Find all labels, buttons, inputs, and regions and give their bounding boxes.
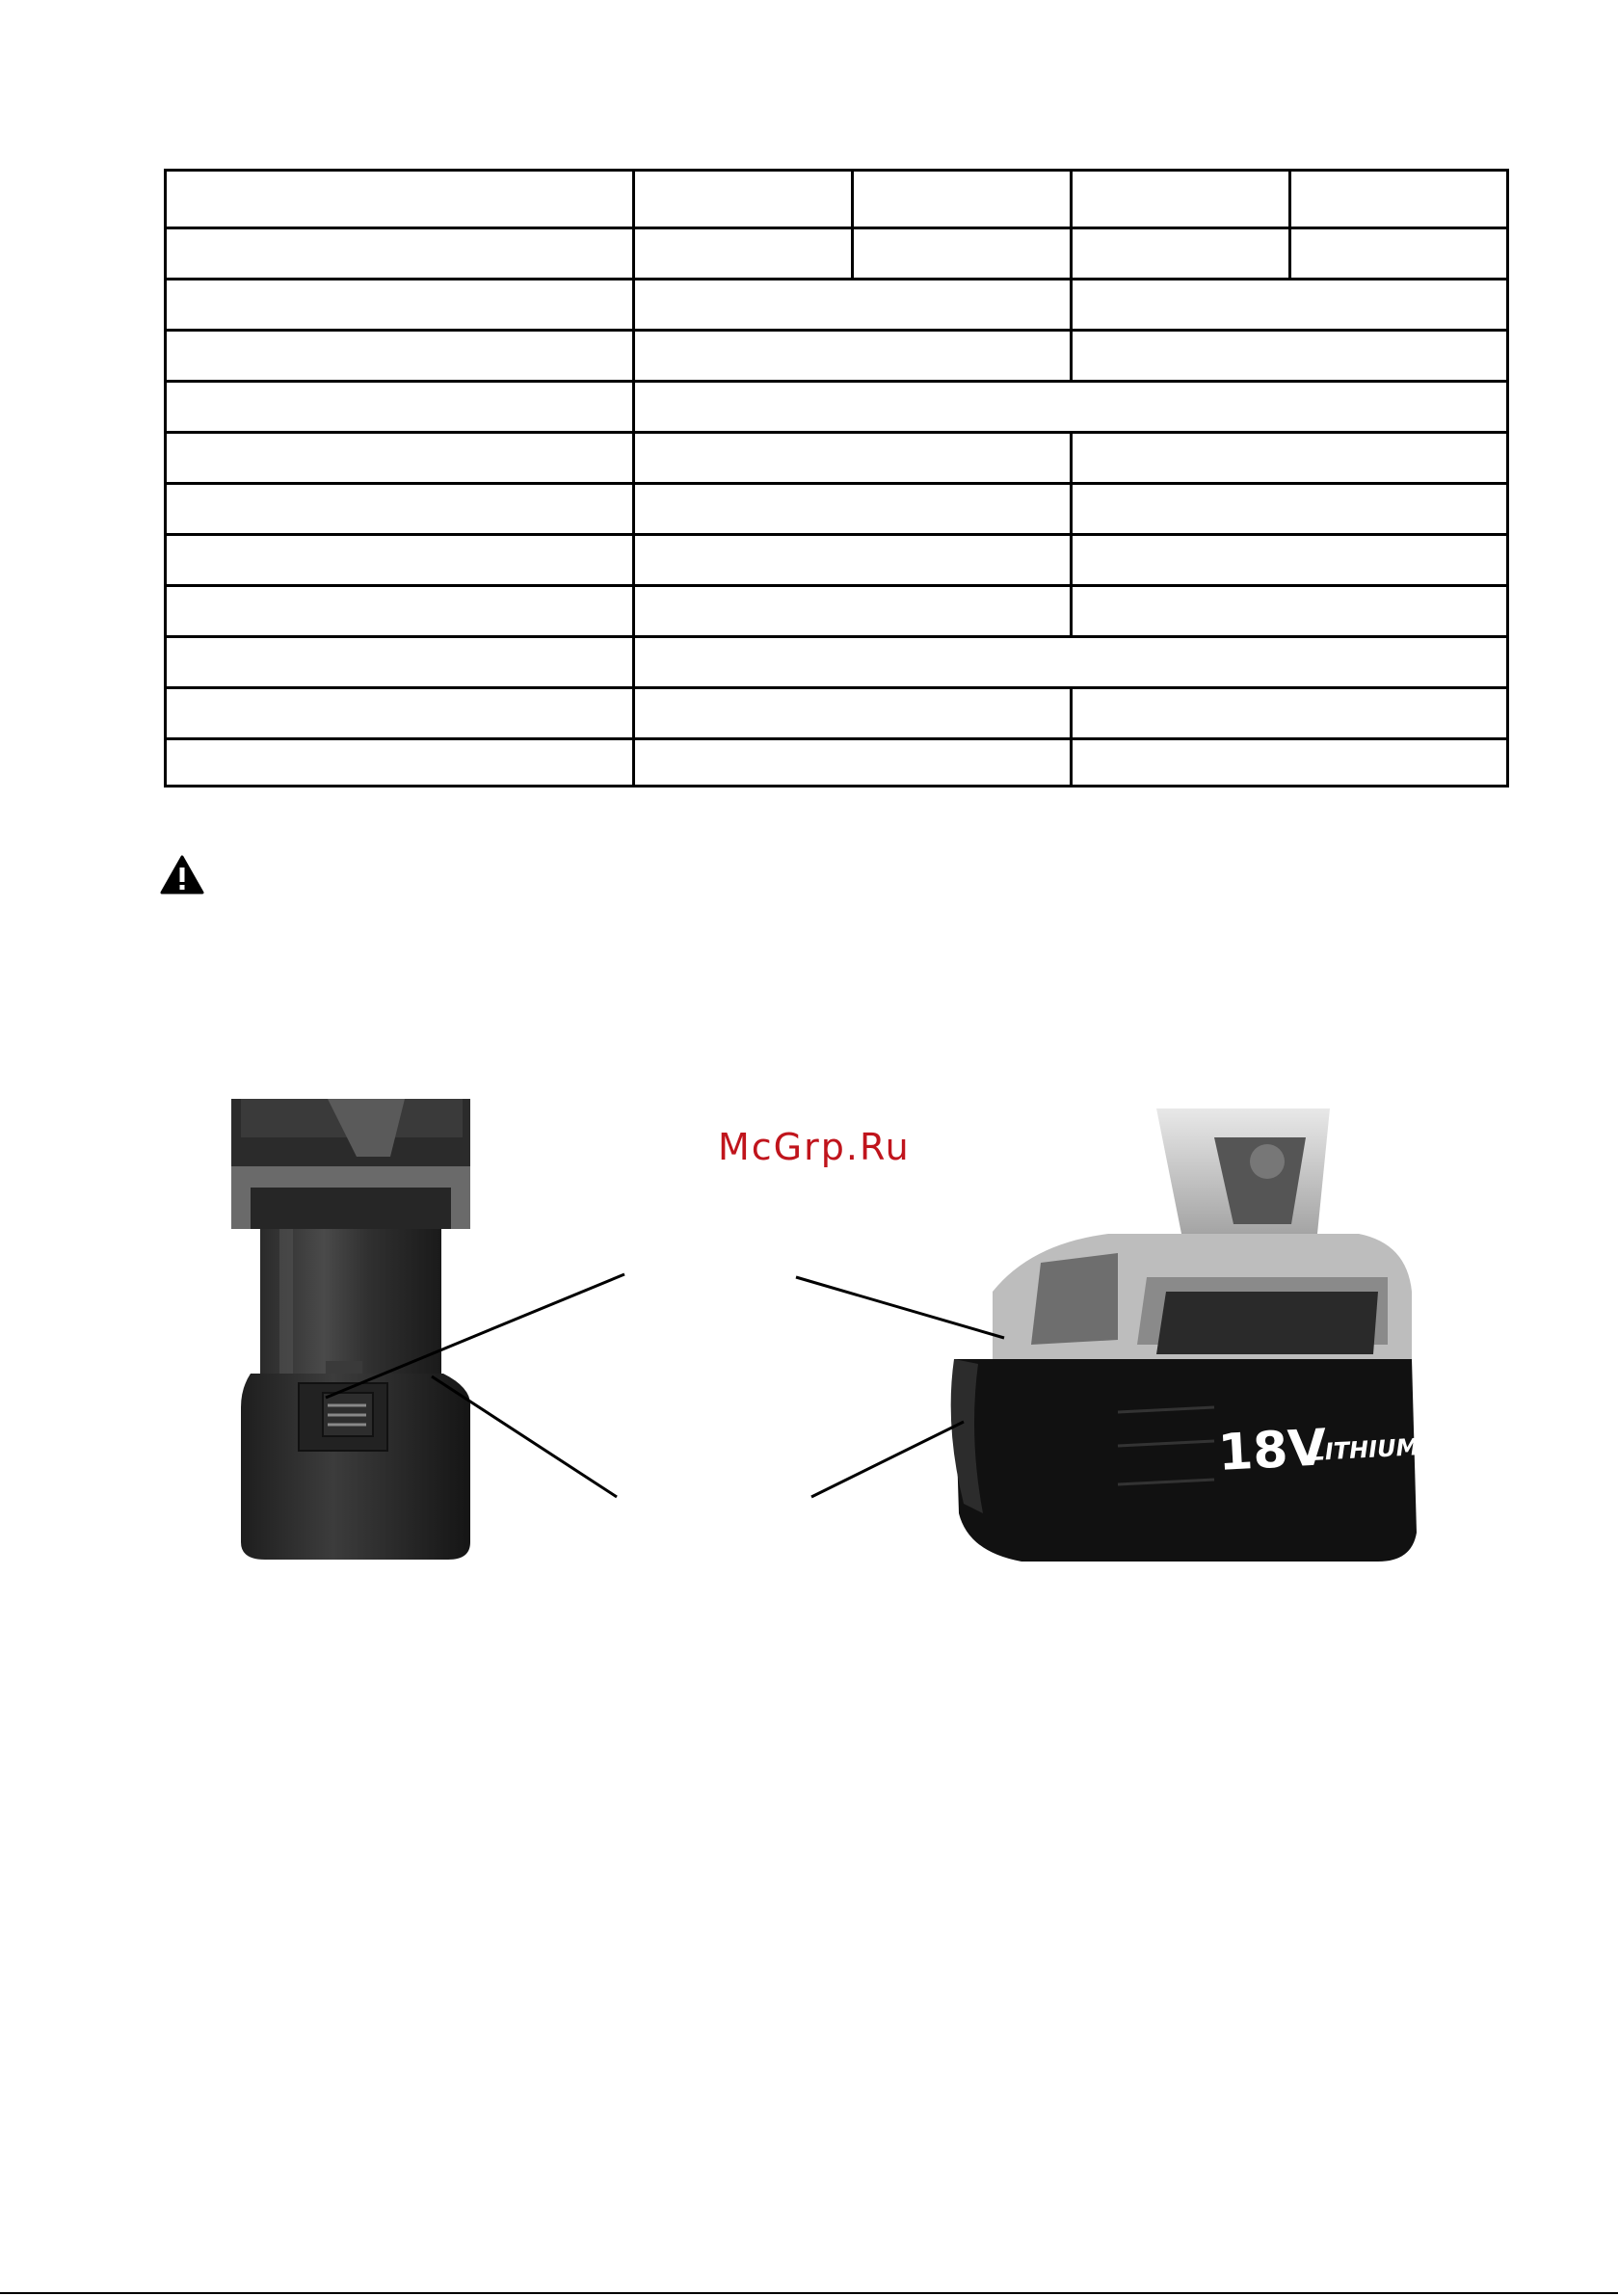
watermark-text: McGrp.Ru xyxy=(718,1126,911,1168)
battery-type-label: LITHIUM xyxy=(1309,1433,1420,1466)
callout-line xyxy=(326,1274,624,1398)
callout-line xyxy=(811,1422,964,1497)
footer-rule xyxy=(0,2292,1618,2294)
callout-line xyxy=(796,1277,1004,1338)
callout-line xyxy=(432,1376,617,1497)
battery-voltage-label: 18V xyxy=(1216,1419,1329,1482)
